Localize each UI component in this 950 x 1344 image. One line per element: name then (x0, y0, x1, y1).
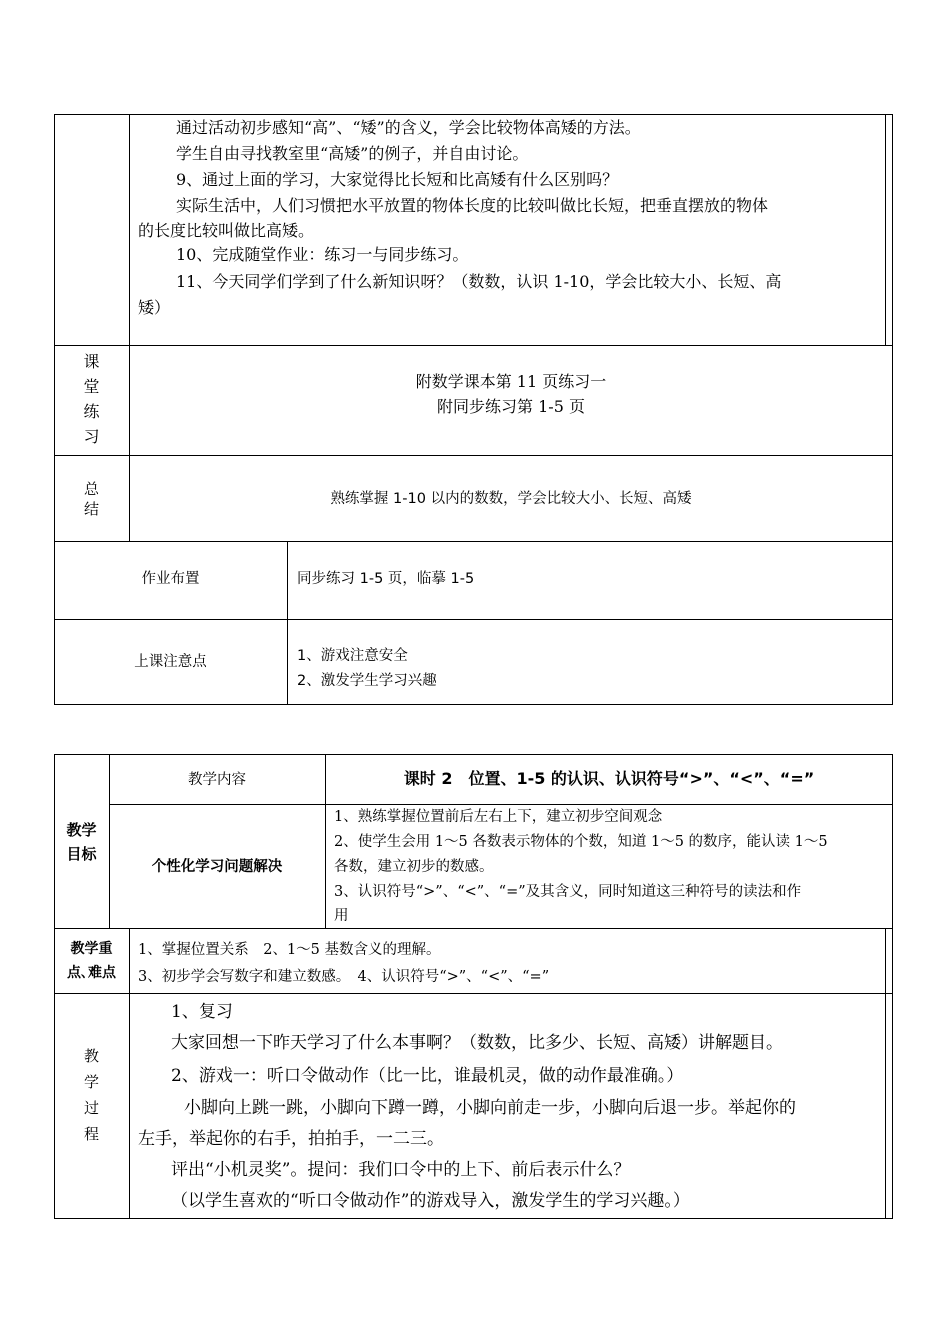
notes-line: 1、游戏注意安全 (297, 648, 408, 664)
objective-line: 各数，建立初步的数感。 (334, 859, 494, 875)
homework-label: 作业布置 (141, 571, 200, 587)
objective-line: 用 (334, 908, 349, 924)
content-label: 教学内容 (188, 772, 246, 788)
process-line: 实际生活中，人们习惯把水平放置的物体长度的比较叫做比长短，把垂直摆放的物体 (176, 196, 769, 215)
process-line: 左手，举起你的右手，拍拍手，一二三。 (138, 1129, 444, 1149)
process-line: 10、完成随堂作业：练习一与同步练习。 (176, 245, 469, 264)
process-line: 11、今天同学们学到了什么新知识呀？（数数，认识 1-10，学会比较大小、长短、高 (176, 272, 782, 291)
process-line: 的长度比较叫做比高矮。 (138, 221, 315, 240)
keypoint-line: 3、初步学会写数字和建立数感。 4、认识符号“>”、“<”、“=” (138, 969, 550, 985)
process-line: 9、通过上面的学习，大家觉得比长短和比高矮有什么区别吗？ (176, 170, 619, 189)
process-line: 矮） (138, 298, 171, 317)
practice-line: 附同步练习第 1-5 页 (437, 397, 585, 416)
keypoint-line: 1、掌握位置关系 2、1～5 基数含义的理解。 (138, 942, 441, 958)
process-line: 2、游戏一：听口令做动作（比一比，谁最机灵，做的动作最准确。） (171, 1066, 684, 1086)
notes-line: 2、激发学生学习兴趣 (297, 673, 437, 689)
practice-line: 附数学课本第 11 页练习一 (415, 372, 607, 391)
keypoints-label: 教学重 点､难点 (67, 941, 116, 981)
process-line: 通过活动初步感知“高”、“矮”的含义，学会比较物体高矮的方法。 (176, 118, 641, 137)
practice-label: 课 堂 练 习 (83, 352, 100, 446)
objective-line: 2、使学生会用 1～5 各数表示物体的个数，知道 1～5 的数序，能认读 1～5 (334, 834, 828, 850)
process-line: 小脚向上跳一跳，小脚向下蹲一蹲，小脚向前走一步，小脚向后退一步。举起你的 (184, 1098, 796, 1118)
process-line: （以学生喜欢的“听口令做动作”的游戏导入，激发学生的学习兴趣。） (171, 1191, 690, 1211)
homework-text: 同步练习 1-5 页，临摹 1-5 (297, 571, 475, 587)
objective-line: 3、认识符号“>”、“<”、“=”及其含义，同时知道这三种符号的读法和作 (334, 884, 802, 900)
process-line: 1、复习 (171, 1002, 233, 1022)
process-line: 大家回想一下昨天学习了什么本事啊？（数数，比多少、长短、高矮）讲解题目。 (171, 1033, 783, 1053)
summary-text: 熟练掌握 1-10 以内的数数，学会比较大小、长短、高矮 (330, 491, 692, 507)
process-line: 学生自由寻找教室里“高矮”的例子，并自由讨论。 (176, 144, 529, 163)
notes-label: 上课注意点 (134, 654, 207, 670)
process-line: 评出“小机灵奖”。提问：我们口令中的上下、前后表示什么？ (171, 1160, 631, 1180)
objective-line: 1、熟练掌握位置前后左右上下，建立初步空间观念 (334, 809, 663, 825)
process-label: 教 学 过 程 (83, 1047, 99, 1143)
objectives-label: 教学 目标 (66, 821, 97, 863)
content-title: 课时 2 位置、1-5 的认识、认识符号“>”、“<”、“=” (403, 769, 815, 788)
personal-label: 个性化学习问题解决 (151, 859, 283, 875)
summary-label: 总 结 (83, 480, 99, 518)
